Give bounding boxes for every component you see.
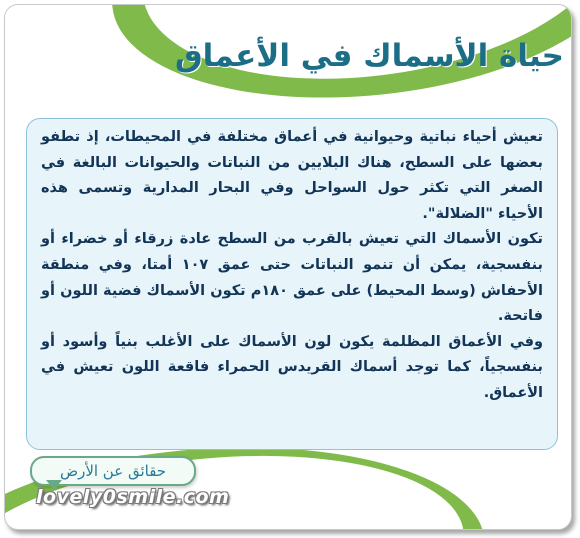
site-watermark[interactable]: lovely0smile.com [36,486,230,508]
content-panel [26,118,558,450]
page-title: حياة الأسماك في الأعماق [174,38,564,74]
earth-facts-badge[interactable]: حقائق عن الأرض [30,456,196,486]
paragraph-2: تكون الأسماك التي تعيش بالقرب من السطح عادة زرقاء أو خضراء أو بنفسجية، يمكن أن تنمو النباتات حتى عمق ١٠٧ أمتا، وفي منطقة الأحفاش (وسط المحيط) على عمق ١٨٠م تكون الأسماك فضية اللون أو فاتحة. [41,231,543,325]
article-body [41,125,543,407]
paragraph-1: تعيش أحياء نباتية وحيوانية في أعماق مختلفة في المحيطات، إذ تطفو بعضها على السطح، هناك البلايين من النباتات والحيوانات البالغة في الصغر التي تكثر حول السواحل وفي البحار المدارية وتسمى هذه الأحياء "الضلالة". [41,129,543,222]
paragraph-3: وفي الأعماق المظلمة يكون لون الأسماك على الأغلب بنياً وأسود أو بنفسجياً، كما توجد أسماك القريدس الحمراء فاقعة اللون تعيش في الأعماق. [41,333,543,401]
